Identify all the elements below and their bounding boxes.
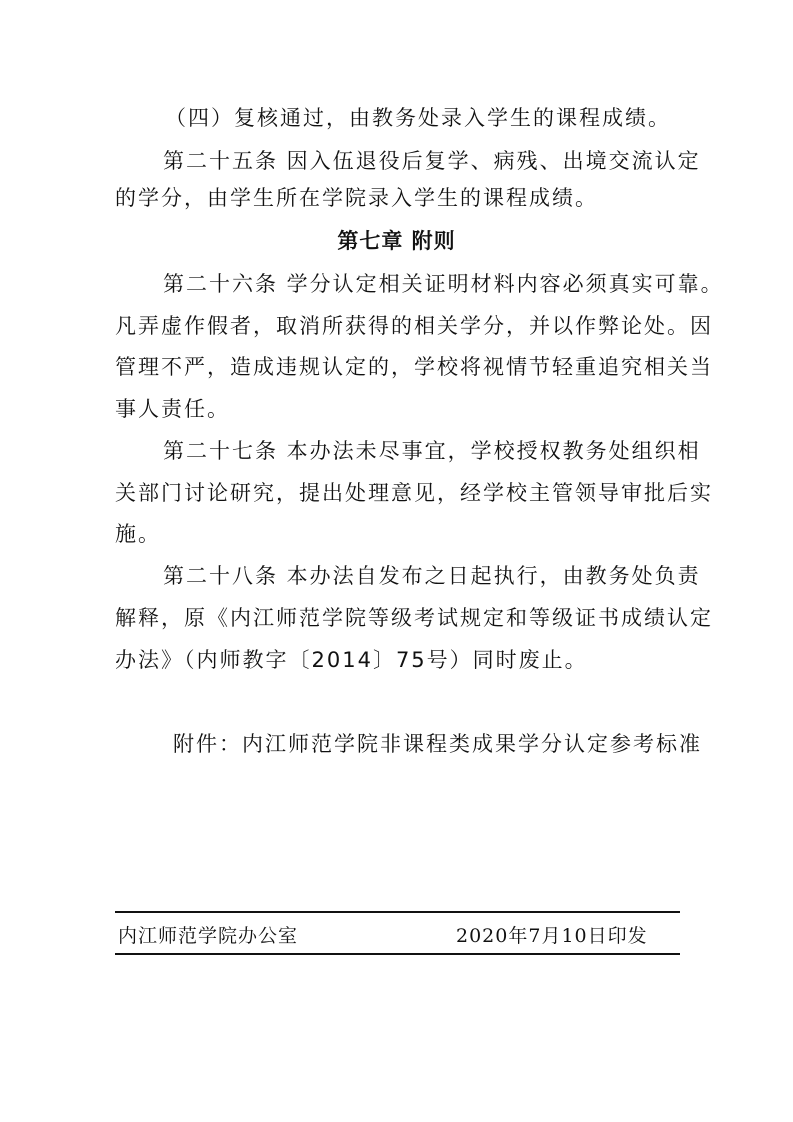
article-27-line-2: 关部门讨论研究，提出处理意见，经学校主管领导审批后实 [115,481,713,505]
article-26-line-3: 管理不严，造成违规认定的，学校将视情节轻重追究相关当 [115,355,713,379]
footer-issuer: 内江师范学院办公室 [118,925,299,947]
footer-date: 2020年7月10日印发 [456,925,648,947]
footer-bottom-rule [115,953,680,955]
footer-top-rule [115,911,680,913]
attachment-note: 附件：内江师范学院非课程类成果学分认定参考标准 [173,732,702,756]
article-25-line-2: 的学分，由学生所在学院录入学生的课程成绩。 [115,186,598,210]
article-26-line-2: 凡弄虚作假者，取消所获得的相关学分，并以作弊论处。因 [115,314,713,338]
article-25-line-1: 第二十五条 因入伍退役后复学、病残、出境交流认定 [163,149,701,173]
article-26-line-1: 第二十六条 学分认定相关证明材料内容必须真实可靠。 [163,272,724,296]
article-28-line-2: 解释，原《内江师范学院等级考试规定和等级证书成绩认定 [115,606,713,630]
article-28-line-3: 办法》（内师教字〔2014〕75号）同时废止。 [115,648,588,672]
chapter-heading: 第七章 附则 [337,229,456,253]
article-27-line-3: 施。 [115,522,161,546]
article-28-line-1: 第二十八条 本办法自发布之日起执行，由教务处负责 [163,564,701,588]
article-27-line-1: 第二十七条 本办法未尽事宜，学校授权教务处组织相 [163,439,701,463]
paragraph-line: （四）复核通过，由教务处录入学生的课程成绩。 [165,106,671,130]
article-26-line-4: 事人责任。 [115,397,230,421]
